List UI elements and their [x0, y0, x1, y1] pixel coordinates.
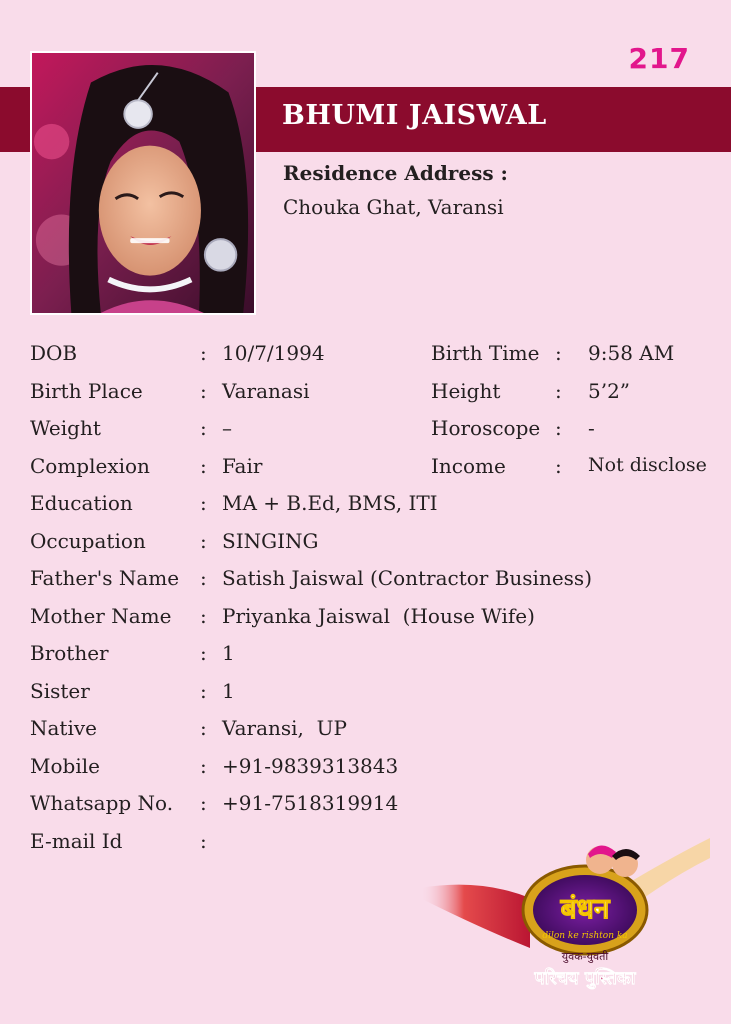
field-label-income: Income [431, 454, 506, 478]
logo-tagline: dilon ke rishton ka [542, 931, 628, 941]
field-label-native: Native [30, 716, 97, 740]
field-label-complexion: Complexion [30, 454, 150, 478]
field-separator: : [200, 829, 207, 853]
field-separator: : [200, 754, 207, 778]
field-value-education: MA + B.Ed, BMS, ITI [222, 491, 438, 515]
field-separator: : [555, 341, 562, 365]
field-separator: : [200, 641, 207, 665]
field-label-birth-place: Birth Place [30, 379, 143, 403]
field-value-height: 5’2” [588, 379, 631, 403]
field-label-fathers-name: Father's Name [30, 566, 180, 590]
residence-address-label: Residence Address : [283, 161, 508, 185]
field-value-complexion: Fair [222, 454, 263, 478]
logo-title: बंधन [560, 892, 610, 925]
field-separator: : [200, 716, 207, 740]
bandhan-logo [420, 838, 720, 998]
field-value-dob: 10/7/1994 [222, 341, 325, 365]
field-separator: : [555, 416, 562, 440]
field-separator: : [200, 491, 207, 515]
field-separator: : [200, 604, 207, 628]
field-separator: : [555, 454, 562, 478]
field-label-sister: Sister [30, 679, 90, 703]
logo-subtitle: युवक-युवती [561, 950, 609, 963]
bandhan-logo-graphic [420, 838, 720, 998]
field-label-weight: Weight [30, 416, 101, 440]
field-separator: : [200, 454, 207, 478]
field-separator: : [200, 529, 207, 553]
field-separator: : [200, 416, 207, 440]
field-value-whatsapp: +91-7518319914 [222, 791, 399, 815]
field-value-mother-name: Priyanka Jaiswal (House Wife) [222, 604, 535, 628]
field-separator: : [200, 679, 207, 703]
field-separator: : [555, 379, 562, 403]
field-separator: : [200, 566, 207, 590]
profile-photo [30, 51, 256, 315]
field-value-occupation: SINGING [222, 529, 319, 553]
field-separator: : [200, 341, 207, 365]
logo-bottom-text: परिचय पुस्तिका [534, 968, 636, 989]
field-value-sister: 1 [222, 679, 235, 703]
page-number: 217 [628, 42, 690, 75]
field-value-weight: – [222, 416, 232, 440]
residence-address-value: Chouka Ghat, Varansi [283, 195, 504, 219]
field-label-email: E-mail Id [30, 829, 123, 853]
field-label-education: Education [30, 491, 133, 515]
field-separator: : [200, 379, 207, 403]
field-label-dob: DOB [30, 341, 78, 365]
field-value-fathers-name: Satish Jaiswal (Contractor Business) [222, 566, 592, 590]
field-value-birth-place: Varanasi [222, 379, 310, 403]
field-value-birth-time: 9:58 AM [588, 341, 675, 365]
field-label-mobile: Mobile [30, 754, 100, 778]
field-value-brother: 1 [222, 641, 235, 665]
field-label-mother-name: Mother Name [30, 604, 172, 628]
field-value-horoscope: - [588, 416, 595, 440]
profile-name: BHUMI JAISWAL [282, 100, 547, 131]
field-label-birth-time: Birth Time [431, 341, 540, 365]
field-value-native: Varansi, UP [222, 716, 347, 740]
field-label-brother: Brother [30, 641, 109, 665]
field-label-occupation: Occupation [30, 529, 146, 553]
field-separator: : [200, 791, 207, 815]
field-label-whatsapp: Whatsapp No. [30, 791, 174, 815]
field-value-mobile: +91-9839313843 [222, 754, 399, 778]
field-label-height: Height [431, 379, 501, 403]
field-value-income: Not disclose [588, 454, 707, 476]
field-label-horoscope: Horoscope [431, 416, 541, 440]
